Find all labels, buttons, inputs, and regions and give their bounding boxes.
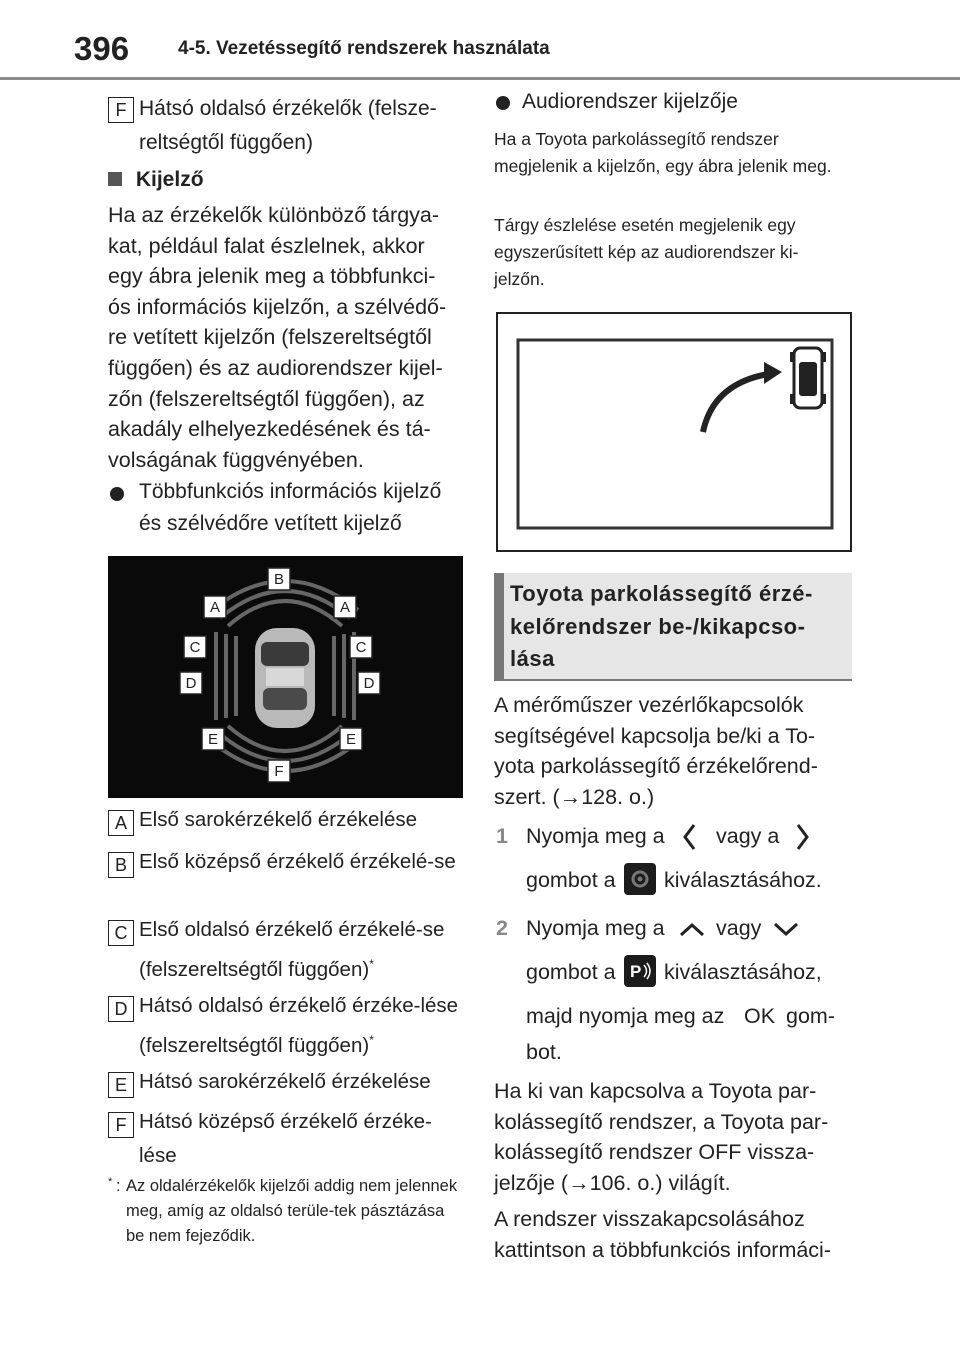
sensor-diagram xyxy=(108,556,463,798)
para-line: Ha ki van kapcsolva a Toyota par- xyxy=(494,1079,817,1103)
front-arc-2 xyxy=(220,591,350,618)
footnote-colon: : xyxy=(116,1177,121,1195)
audio-display-diagram xyxy=(496,312,852,552)
front-arc-1 xyxy=(228,601,342,626)
letter-badge: C xyxy=(108,920,134,946)
chevron-down-icon xyxy=(772,920,800,938)
chevron-left-icon xyxy=(680,822,700,852)
header-rule xyxy=(0,77,960,80)
step-text: kiválasztásához, xyxy=(664,960,822,984)
item-text-span: Hátsó oldalsó érzékelő érzéke-lése (felszereltségtől függően) xyxy=(139,994,459,1057)
para-line: yota parkolássegítő érzékelőrend- xyxy=(494,754,818,779)
bullet-icon xyxy=(110,487,124,501)
step-text: vagy xyxy=(716,916,762,940)
step-text: Nyomja meg a xyxy=(526,824,665,848)
audio-info-1: Ha a Toyota parkolássegítő rendszer megjelenik a kijelzőn, egy ábra jelenik meg. xyxy=(494,129,832,176)
off-paragraph xyxy=(494,1076,854,1198)
diagram-label: D xyxy=(363,675,375,692)
diagram-label: A xyxy=(209,599,221,616)
gear-icon xyxy=(624,863,656,895)
para-line: segítségével kapcsolja be/ki a To- xyxy=(494,723,816,748)
bullet-icon xyxy=(496,96,510,110)
item-text xyxy=(139,913,467,987)
audio-display-svg xyxy=(498,314,850,550)
svg-text:P: P xyxy=(630,962,642,981)
step-text: majd nyomja meg az xyxy=(526,1004,725,1028)
para-line: függően) és az audiorendszer kijel- xyxy=(108,355,443,380)
para-line: kattintson a többfunkciós informáci- xyxy=(494,1237,831,1262)
diagram-label: E xyxy=(345,731,357,748)
chevron-right-icon xyxy=(792,822,812,852)
item-text: Első sarokérzékelő érzékelése xyxy=(139,808,418,831)
para-line: re vetített kijelzőn (felszereltségtől xyxy=(108,325,432,350)
kijelzo-paragraph xyxy=(108,200,468,475)
item-text xyxy=(139,989,467,1063)
bullet-text: Audiorendszer kijelzője xyxy=(522,90,738,113)
para-line: kat, például falat észlelnek, akkor xyxy=(108,233,425,258)
chevron-up-icon xyxy=(678,920,706,938)
ok-label: OK xyxy=(744,1004,776,1028)
letter-badge: F xyxy=(108,1112,134,1138)
car-icon xyxy=(255,628,315,728)
letter-badge: D xyxy=(108,996,134,1022)
diagram-label: E xyxy=(207,731,219,748)
intro-paragraph xyxy=(494,690,854,812)
rear-arc-2 xyxy=(220,734,350,761)
diagram-label: B xyxy=(273,571,285,588)
footnote-mark: * xyxy=(369,957,374,971)
chapter-title: 4-5. Vezetéssegítő rendszerek használata xyxy=(178,38,550,59)
step-text: Nyomja meg a xyxy=(526,916,665,940)
page-number: 396 xyxy=(74,30,130,67)
footnote-mark: * xyxy=(369,1033,374,1047)
item-text: Hátsó sarokérzékelő érzékelése xyxy=(139,1070,431,1093)
para-line: szert. (→128. o.) xyxy=(494,784,655,809)
item-text: Első középső érzékelő érzékelé-se xyxy=(139,850,456,873)
item-text: Hátsó oldalsó érzékelők (felsze-reltségtől függően) xyxy=(139,97,437,154)
item-text-span: Első oldalsó érzékelő érzékelé-se (felszereltségtől függően) xyxy=(139,918,445,981)
footnote-text: Az oldalérzékelők kijelzői addig nem jelennek meg, amíg az oldalsó terüle-tek pásztázása be nem fejeződik. xyxy=(126,1177,458,1245)
para-line: egy ábra jelenik meg a többfunkci- xyxy=(108,264,436,289)
letter-badge: F xyxy=(108,97,134,123)
diagram-label: A xyxy=(339,599,351,616)
para-line: akadály elhelyezkedésének és tá- xyxy=(108,417,431,442)
section-heading: Toyota parkolássegítő érzé-kelőrendszer be-/kikapcso-lása xyxy=(510,581,813,671)
parking-sensor-icon xyxy=(624,955,656,987)
step-number: 1 xyxy=(496,824,508,848)
para-line: A rendszer visszakapcsolásához xyxy=(494,1207,805,1231)
letter-badge: B xyxy=(108,852,134,878)
diagram-label: F xyxy=(274,763,284,780)
item-text: Hátsó középső érzékelő érzéke-lése xyxy=(139,1110,432,1167)
rear-arc-1 xyxy=(228,726,342,751)
step-text: gombot a xyxy=(526,960,616,984)
para-line: A mérőműszer vezérlőkapcsolók xyxy=(494,693,804,717)
para-line: zőn (felszereltségtől függően), az xyxy=(108,386,425,411)
step-text: vagy a xyxy=(716,824,780,848)
kijelzo-heading xyxy=(108,168,204,192)
reenable-paragraph xyxy=(494,1204,854,1265)
step-text: gom- xyxy=(786,1004,835,1028)
square-bullet-icon xyxy=(108,172,122,186)
para-line: Ha az érzékelők különböző tárgya- xyxy=(108,203,440,227)
audio-info-2: Tárgy észlelése esetén megjelenik egy egyszerűsített kép az audiorendszer ki-jelzőn. xyxy=(494,215,799,289)
letter-badge: A xyxy=(108,810,134,836)
para-line: ós információs kijelzőn, a szélvédő- xyxy=(108,294,447,319)
mini-car-icon xyxy=(790,348,826,408)
diagram-label: D xyxy=(185,675,197,692)
screen-frame xyxy=(518,340,832,528)
heading-text: Kijelző xyxy=(135,168,204,191)
sensor-diagram-svg xyxy=(108,556,463,798)
diagram-label: C xyxy=(355,639,367,656)
step-text: gombot a xyxy=(526,868,616,892)
para-line: jelzője (→106. o.) világít. xyxy=(494,1170,731,1195)
para-line: kolássegítő rendszer, a Toyota par- xyxy=(494,1109,829,1134)
step-text: bot. xyxy=(526,1040,562,1064)
diagram-label: C xyxy=(189,639,201,656)
step-number: 2 xyxy=(496,916,508,940)
step-text: kiválasztásához. xyxy=(664,868,822,892)
para-line: kolássegítő rendszer OFF vissza- xyxy=(494,1140,815,1165)
footnote-star: * xyxy=(108,1176,113,1188)
bullet-text: Többfunkciós információs kijelző és szélvédőre vetített kijelző xyxy=(139,480,442,535)
para-line: volságának függvényében. xyxy=(108,447,364,472)
letter-badge: E xyxy=(108,1072,134,1098)
